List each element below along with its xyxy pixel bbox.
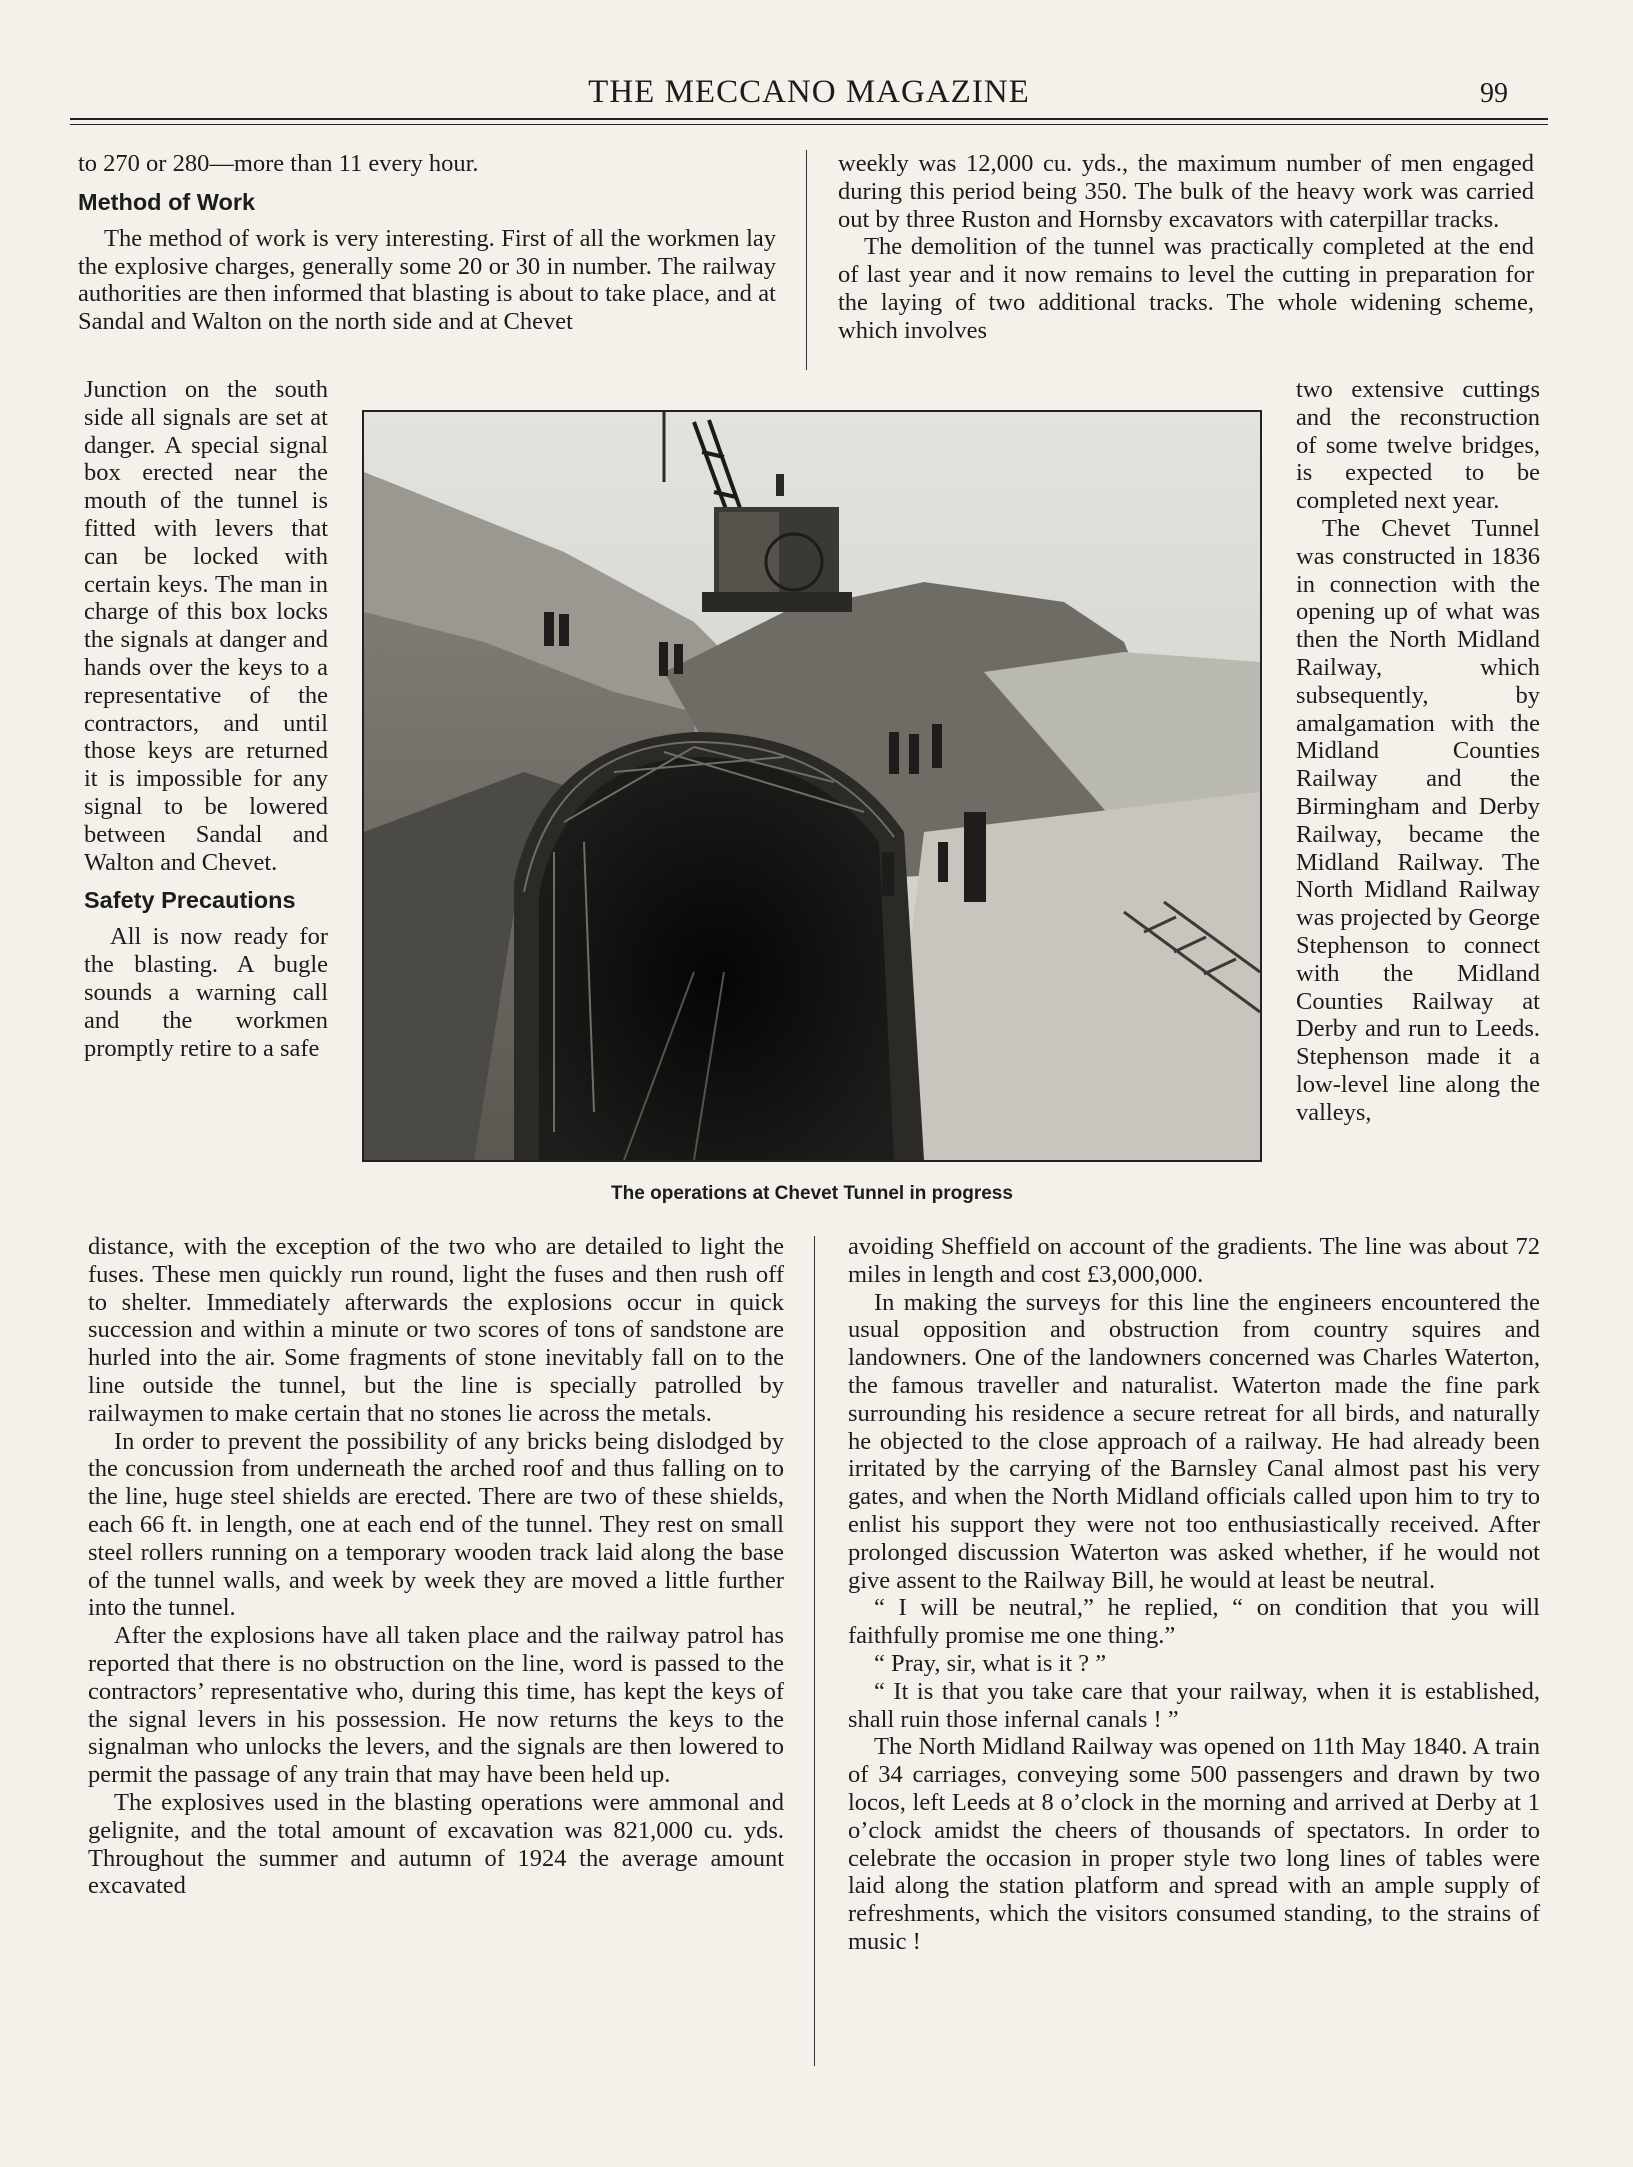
left-column-bottom: [88, 1233, 784, 1900]
column-divider-top: [806, 150, 807, 370]
heading-safety-precautions: Safety Precautions: [84, 887, 296, 914]
paragraph-explosives: The explosives used in the blasting operations were ammonal and gelignite, and the total amount of excavation was 821,000 cu. yds. Throughout the summer and autumn of 1924 the average amount excavated: [88, 1788, 784, 1900]
right-column-top: [838, 150, 1534, 345]
header-rule: [70, 118, 1548, 120]
paragraph-weekly: weekly was 12,000 cu. yds., the maximum number of men engaged during this period being 350. The bulk of the heavy work was carried out by three Ruston and Hornsby excavators with caterpillar tracks.: [838, 150, 1534, 233]
quote-pray: “ Pray, sir, what is it ? ”: [874, 1649, 1107, 1677]
intro-line: to 270 or 280—more than 11 every hour.: [78, 150, 479, 177]
paragraph-sheffield: avoiding Sheffield on account of the gradients. The line was about 72 miles in length and cost £3,000,000.: [848, 1233, 1540, 1288]
header-rule-thin: [70, 124, 1548, 125]
quote-neutral: “ I will be neutral,” he replied, “ on condition that you will faithfully promise me one thing.”: [848, 1594, 1540, 1650]
column-divider-bottom: [814, 1236, 815, 2066]
photo-caption: The operations at Chevet Tunnel in progress: [611, 1183, 1013, 1204]
paragraph-after-explosions: After the explosions have all taken place and the railway patrol has reported that there is no obstruction on the line, word is passed to the contractors’ representative who, during this time, has kept the keys of the signal levers in his possession. He now returns the keys to the signalman who unlocks the levers, and the signals are then lowered to permit the passage of any train that may have been held up.: [88, 1622, 784, 1789]
right-column-bottom: [848, 1233, 1540, 1956]
paragraph-distance: distance, with the exception of the two who are detailed to light the fuses. These men quickly run round, light the fuses and then rush off to shelter. Immediately afterwards the explosions occur in quick succession and within a minute or two scores of tons of sandstone are hurled into the air. Some fragments of stone inevitably fall on to the line outside the tunnel, but the line is specially patrolled by railwaymen to make certain that no stones lie across the metals.: [88, 1233, 784, 1427]
paragraph-surveys: In making the surveys for this line the engineers encountered the usual opposition and obstruction from country squires and landowners. One of the landowners concerned was Charles Waterton, the famous traveller and naturalist. Waterton made the fine park surrounding his residence a secure retreat for all birds, and naturally he objected to the close approach of a railway. He had already been irritated by the carrying of the Barnsley Canal almost past his very gates, and when the North Midland officials called upon him to try to enlist his support they were not too enthusiastically received. After prolonged discussion Waterton was asked whether, if he would not give assent to the Railway Bill, he would at least be neutral.: [848, 1288, 1540, 1594]
right-narrow-column: [1296, 376, 1540, 1127]
left-narrow-column: [84, 376, 328, 1062]
paragraph-chevet-history: The Chevet Tunnel was constructed in 1836 in connection with the opening up of what was then the North Midland Railway, which subsequently, by amalgamation with the Midland Counties Railway and the Birmingham and Derby Railway, became the Midland Railway. The North Midland Railway was projected by George Stephenson to connect with the Midland Counties Railway at Derby and run to Leeds. Stephenson made it a low-level line along the valleys,: [1296, 514, 1540, 1126]
paragraph-bricks: In order to prevent the possibility of any bricks being dislodged by the concussion from underneath the arched roof and thus falling on to the line, huge steel shields are erected. There are two of these shields, each 66 ft. in length, one at each end of the tunnel. They rest on small steel rollers running on a temporary wooden track laid along the base of the tunnel walls, and week by week they are moved a little further into the tunnel.: [88, 1427, 784, 1622]
paragraph-opening: The North Midland Railway was opened on 11th May 1840. A train of 34 carriages, conveying some 500 passengers and drawn by two locos, left Leeds at 8 o’clock in the morning and arrived at Derby at 1 o’clock amidst the cheers of thousands of spectators. In order to celebrate the occasion in proper style two long lines of tables were laid along the station platform and spread with an ample supply of refreshments, which the visitors consumed standing, to the strains of music !: [848, 1733, 1540, 1955]
paragraph-ready: All is now ready for the blasting. A bugle sounds a warning call and the workmen promptly retire to a safe: [84, 923, 328, 1062]
quote-canals: “ It is that you take care that your railway, when it is established, shall ruin those infernal canals ! ”: [848, 1677, 1540, 1733]
tunnel-photograph: [362, 410, 1262, 1162]
paragraph-signals: Junction on the south side all signals are set at danger. A special signal box erected near the mouth of the tunnel is fitted with levers that can be locked with certain keys. The man in charge of this box locks the signals at danger and hands over the keys to a representative of the contractors, and until those keys are returned it is impossible for any signal to be lowered between Sandal and Walton and Chevet.: [84, 376, 328, 876]
magazine-title: THE MECCANO MAGAZINE: [588, 74, 1030, 110]
paragraph-widening: two extensive cuttings and the reconstruction of some twelve bridges, is expected to be completed next year.: [1296, 376, 1540, 515]
page-number: 99: [1480, 78, 1508, 109]
left-column-top: [78, 150, 776, 336]
masthead: [70, 70, 1548, 122]
paragraph-demolition: The demolition of the tunnel was practically completed at the end of last year and it now remains to level the cutting in preparation for the laying of two additional tracks. The whole widening scheme, which involves: [838, 233, 1534, 344]
tunnel-photo-illustration: [364, 412, 1260, 1160]
heading-method-of-work: Method of Work: [78, 188, 256, 215]
paragraph-method: The method of work is very interesting. First of all the workmen lay the explosive charges, generally some 20 or 30 in number. The railway authorities are then informed that blasting is about to take place, and at Sandal and Walton on the north side and at Chevet: [78, 224, 776, 336]
